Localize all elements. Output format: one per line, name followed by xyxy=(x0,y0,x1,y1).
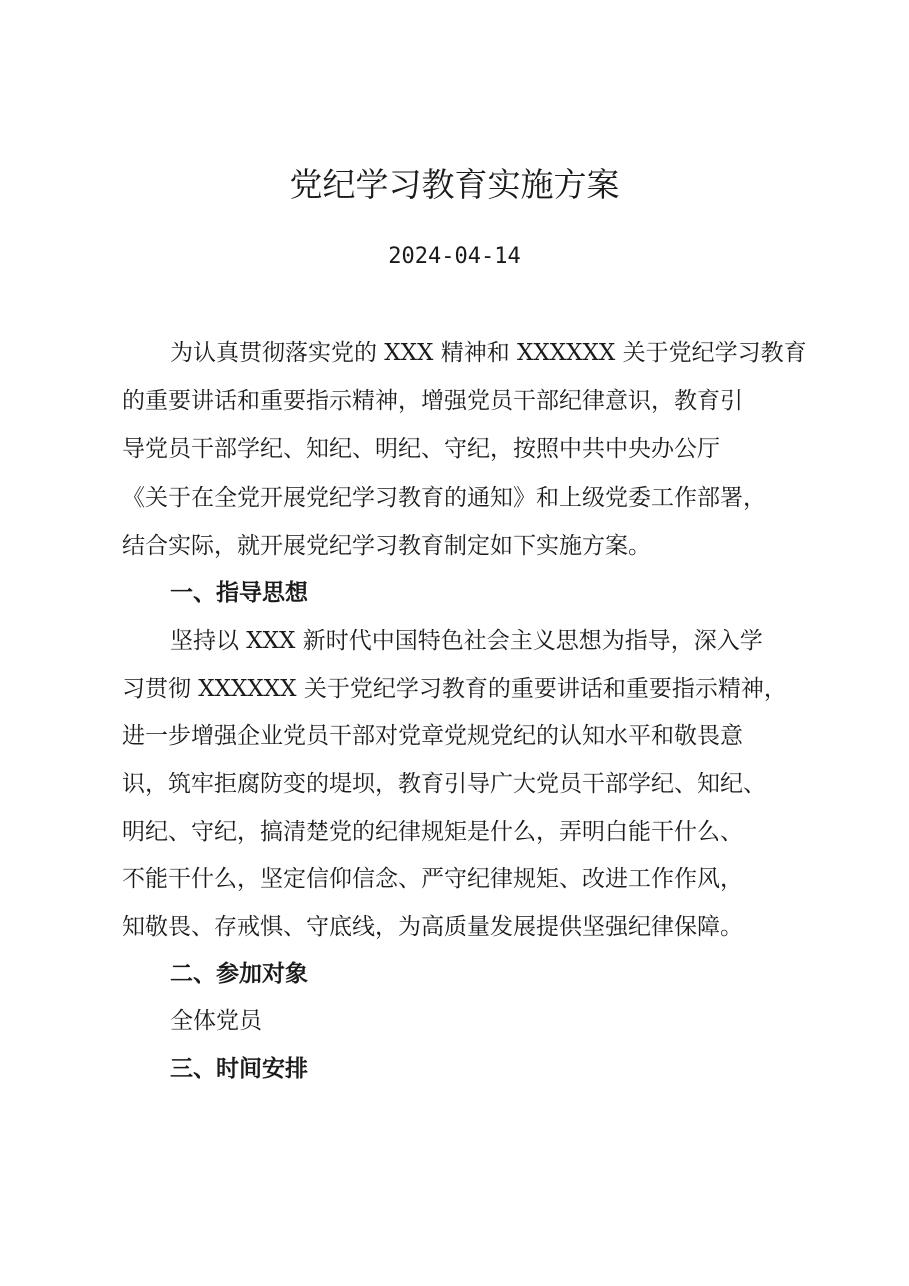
section1-line-2: 习贯彻 XXXXXX 关于党纪学习教育的重要讲话和重要指示精神， xyxy=(122,676,787,702)
intro-line-1: 为认真贯彻落实党的 XXX 精神和 XXXXXX 关于党纪学习教育 xyxy=(170,340,807,366)
document-title: 党纪学习教育实施方案 xyxy=(289,165,620,204)
section1-line-5: 明纪、守纪，搞清楚党的纪律规矩是什么，弄明白能干什么、 xyxy=(122,819,743,845)
section1-heading: 一、指导思想 xyxy=(170,580,308,606)
section3-heading: 三、时间安排 xyxy=(170,1056,308,1082)
section2-heading: 二、参加对象 xyxy=(170,961,308,987)
section1-line-7: 知敬畏、存戒惧、守底线，为高质量发展提供坚强纪律保障。 xyxy=(122,914,743,940)
document-date: 2024-04-14 xyxy=(388,244,521,269)
section1-line-1: 坚持以 XXX 新时代中国特色社会主义思想为指导，深入学 xyxy=(170,628,763,654)
section1-line-3: 进一步增强企业党员干部对党章党规党纪的认知水平和敬畏意 xyxy=(122,723,743,749)
intro-line-3: 导党员干部学纪、知纪、明纪、守纪，按照中共中央办公厅 xyxy=(122,436,720,462)
section1-line-6: 不能干什么，坚定信仰信念、严守纪律规矩、改进工作作风， xyxy=(122,866,743,892)
intro-line-2: 的重要讲话和重要指示精神，增强党员干部纪律意识，教育引 xyxy=(122,388,743,414)
intro-line-5: 结合实际，就开展党纪学习教育制定如下实施方案。 xyxy=(122,533,651,559)
section2-text: 全体党员 xyxy=(170,1008,262,1034)
section1-line-4: 识，筑牢拒腐防变的堤坝，教育引导广大党员干部学纪、知纪、 xyxy=(122,771,766,797)
intro-line-4: 《关于在全党开展党纪学习教育的通知》和上级党委工作部署， xyxy=(122,485,766,511)
